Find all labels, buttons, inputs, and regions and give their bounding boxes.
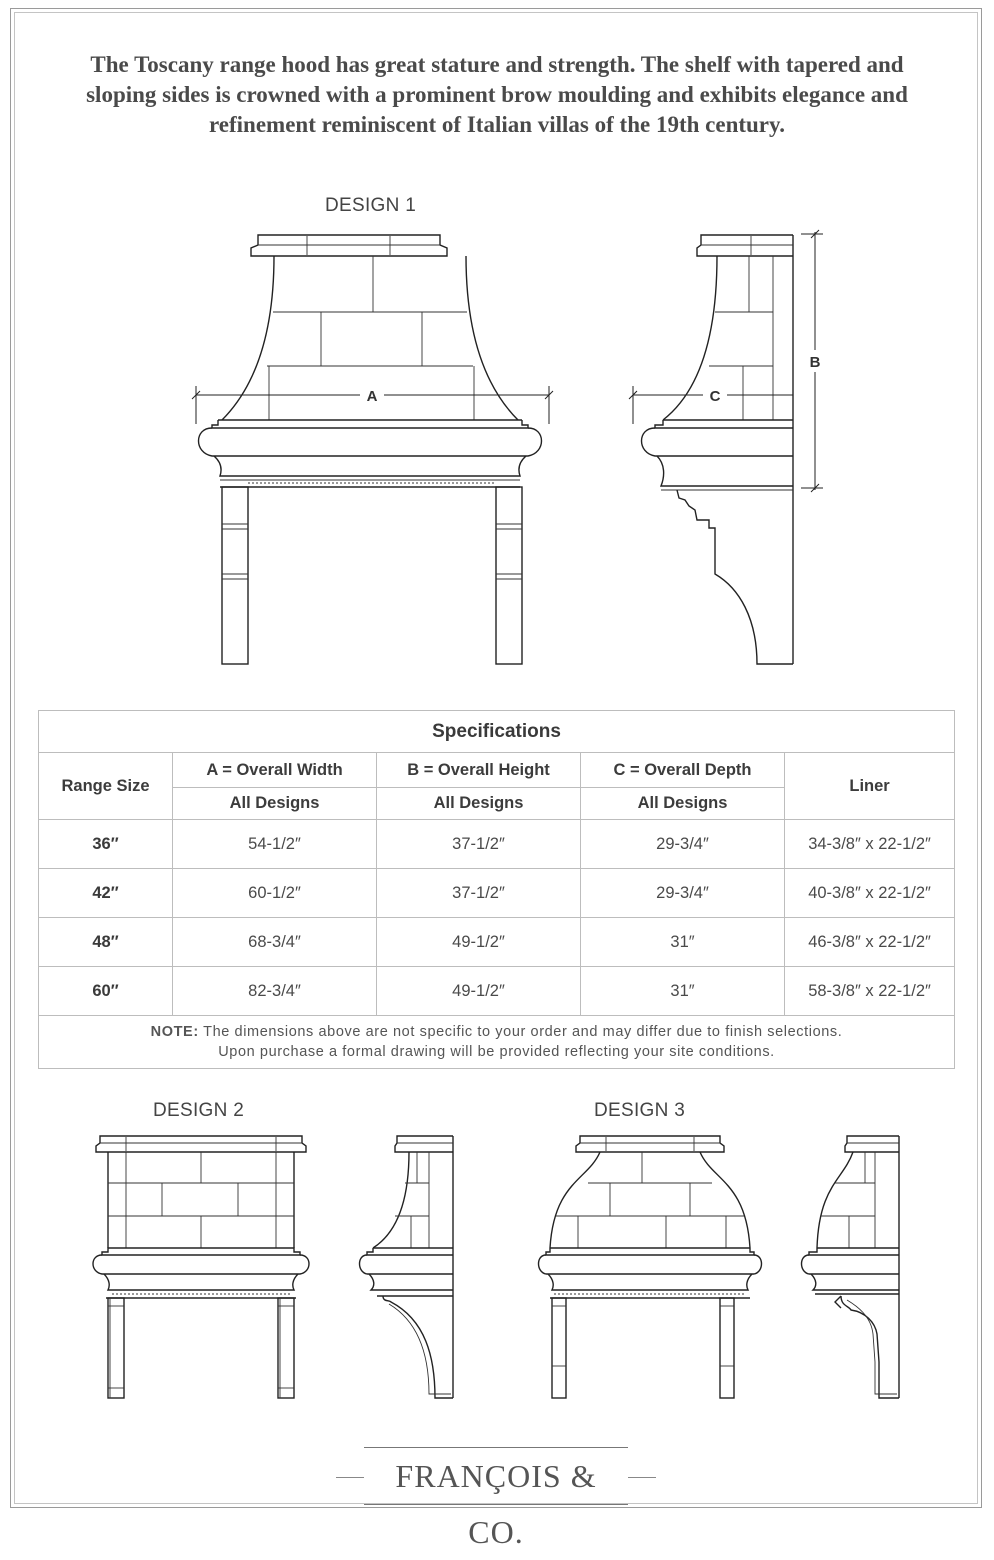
header-overall-depth: C = Overall Depth [581,753,785,788]
header-range-size: Range Size [39,753,173,820]
header-overall-height: B = Overall Height [377,753,581,788]
cell-overall-depth: 31″ [581,967,785,1016]
design-2-side-drawing [355,1130,459,1405]
cell-range-size: 36″ [39,820,173,869]
cell-liner: 40-3/8″ x 22-1/2″ [785,869,955,918]
design-1-front-drawing [190,228,560,668]
table-title: Specifications [39,711,955,753]
intro-paragraph: The Toscany range hood has great stature and strength. The shelf with tapered and sloping sides is crowned with a prominent brow moulding and exhibits elegance and refinement reminiscent of Italian villas of the 19th century. [86,52,908,137]
design-3-side-drawing [795,1130,905,1405]
brand-logo: FRANÇOIS & CO. [364,1447,628,1505]
note-line-2: Upon purchase a formal drawing will be provided reflecting your site conditions. [218,1044,775,1060]
cell-overall-depth: 29-3/4″ [581,869,785,918]
table-row [39,869,955,918]
table-note [39,1016,955,1069]
dimension-a-label: A [366,388,378,405]
dimension-b-label: B [809,354,821,371]
cell-liner: 58-3/8″ x 22-1/2″ [785,967,955,1016]
table-row [39,820,955,869]
cell-overall-height: 37-1/2″ [377,869,581,918]
cell-overall-width: 60-1/2″ [173,869,377,918]
design-2-front-drawing [90,1130,312,1405]
cell-liner: 46-3/8″ x 22-1/2″ [785,918,955,967]
dimension-c-label: C [709,388,721,405]
header-all-designs: All Designs [377,788,581,820]
design-3-label: DESIGN 3 [594,1100,686,1121]
header-all-designs: All Designs [581,788,785,820]
specifications-table [38,710,955,1069]
table-row [39,918,955,967]
cell-liner: 34-3/8″ x 22-1/2″ [785,820,955,869]
logo-rule-left [336,1477,364,1478]
header-all-designs: All Designs [173,788,377,820]
design-1-label: DESIGN 1 [325,195,417,216]
cell-range-size: 42″ [39,869,173,918]
cell-overall-width: 54-1/2″ [173,820,377,869]
cell-overall-width: 82-3/4″ [173,967,377,1016]
cell-overall-depth: 29-3/4″ [581,820,785,869]
cell-range-size: 48″ [39,918,173,967]
cell-overall-height: 49-1/2″ [377,967,581,1016]
table-row [39,967,955,1016]
cell-overall-depth: 31″ [581,918,785,967]
logo-rule-right [628,1477,656,1478]
cell-overall-height: 37-1/2″ [377,820,581,869]
design-1-side-drawing [625,228,835,668]
header-overall-width: A = Overall Width [173,753,377,788]
note-line-1: The dimensions above are not specific to your order and may differ due to finish selections. [198,1024,843,1040]
cell-overall-height: 49-1/2″ [377,918,581,967]
cell-range-size: 60″ [39,967,173,1016]
header-liner: Liner [785,753,955,820]
cell-overall-width: 68-3/4″ [173,918,377,967]
note-label: NOTE: [150,1024,199,1040]
design-3-front-drawing [540,1130,760,1405]
design-2-label: DESIGN 2 [153,1100,245,1121]
